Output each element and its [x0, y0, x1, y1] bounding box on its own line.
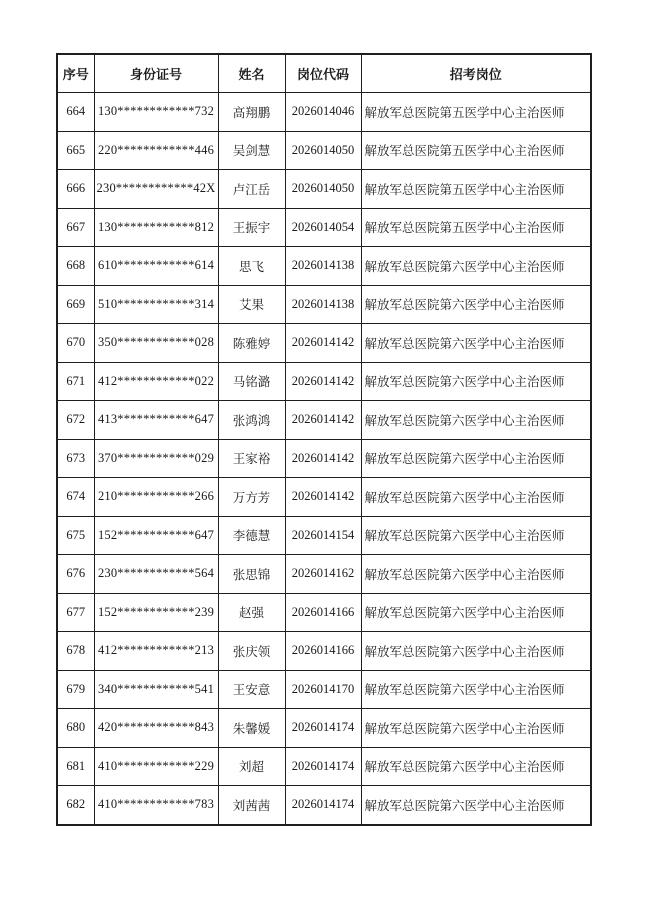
cell-id_number: 350************028	[94, 324, 218, 363]
cell-index: 676	[57, 555, 94, 594]
header-job-title: 招考岗位	[361, 54, 591, 93]
cell-id_number: 152************647	[94, 516, 218, 555]
cell-id_number: 220************446	[94, 131, 218, 170]
cell-job_code: 2026014050	[285, 170, 361, 209]
cell-job_title: 解放军总医院第六医学中心主治医师	[361, 593, 591, 632]
cell-job_title: 解放军总医院第五医学中心主治医师	[361, 170, 591, 209]
cell-job_code: 2026014054	[285, 208, 361, 247]
table-body	[57, 93, 591, 825]
cell-job_code: 2026014174	[285, 747, 361, 786]
cell-name: 刘超	[218, 747, 285, 786]
cell-name: 王安意	[218, 670, 285, 709]
cell-job_title: 解放军总医院第六医学中心主治医师	[361, 247, 591, 286]
cell-name: 思飞	[218, 247, 285, 286]
cell-id_number: 230************564	[94, 555, 218, 594]
cell-name: 李德慧	[218, 516, 285, 555]
cell-index: 667	[57, 208, 94, 247]
cell-id_number: 412************022	[94, 362, 218, 401]
table-row	[57, 555, 591, 594]
cell-name: 王振宇	[218, 208, 285, 247]
cell-job_code: 2026014142	[285, 324, 361, 363]
header-id-number: 身份证号	[94, 54, 218, 93]
cell-name: 张鸿鸿	[218, 401, 285, 440]
table-row	[57, 670, 591, 709]
cell-job_code: 2026014050	[285, 131, 361, 170]
cell-name: 陈雅婷	[218, 324, 285, 363]
table-header	[57, 54, 591, 93]
cell-id_number: 210************266	[94, 478, 218, 517]
cell-id_number: 152************239	[94, 593, 218, 632]
cell-index: 680	[57, 709, 94, 748]
cell-job_title: 解放军总医院第六医学中心主治医师	[361, 516, 591, 555]
cell-job_code: 2026014046	[285, 93, 361, 132]
cell-index: 673	[57, 439, 94, 478]
table-row	[57, 285, 591, 324]
cell-name: 张思锦	[218, 555, 285, 594]
cell-index: 665	[57, 131, 94, 170]
cell-id_number: 370************029	[94, 439, 218, 478]
cell-job_title: 解放军总医院第六医学中心主治医师	[361, 747, 591, 786]
cell-job_title: 解放军总医院第六医学中心主治医师	[361, 555, 591, 594]
cell-id_number: 412************213	[94, 632, 218, 671]
table-row	[57, 131, 591, 170]
cell-job_title: 解放军总医院第六医学中心主治医师	[361, 285, 591, 324]
cell-job_code: 2026014166	[285, 632, 361, 671]
cell-job_code: 2026014142	[285, 478, 361, 517]
cell-job_code: 2026014138	[285, 285, 361, 324]
table-row	[57, 709, 591, 748]
cell-index: 674	[57, 478, 94, 517]
cell-index: 670	[57, 324, 94, 363]
cell-job_title: 解放军总医院第五医学中心主治医师	[361, 208, 591, 247]
cell-index: 672	[57, 401, 94, 440]
cell-id_number: 130************812	[94, 208, 218, 247]
table-row	[57, 324, 591, 363]
cell-job_title: 解放军总医院第六医学中心主治医师	[361, 670, 591, 709]
cell-id_number: 610************614	[94, 247, 218, 286]
cell-id_number: 410************783	[94, 786, 218, 825]
cell-job_title: 解放军总医院第五医学中心主治医师	[361, 93, 591, 132]
cell-id_number: 230************42X	[94, 170, 218, 209]
cell-job_code: 2026014142	[285, 401, 361, 440]
cell-name: 高翔鹏	[218, 93, 285, 132]
cell-name: 朱馨媛	[218, 709, 285, 748]
cell-job_title: 解放军总医院第六医学中心主治医师	[361, 439, 591, 478]
table-row	[57, 401, 591, 440]
cell-name: 马铭潞	[218, 362, 285, 401]
table-row	[57, 170, 591, 209]
cell-id_number: 413************647	[94, 401, 218, 440]
cell-id_number: 420************843	[94, 709, 218, 748]
table-row	[57, 478, 591, 517]
cell-job_code: 2026014174	[285, 709, 361, 748]
cell-job_code: 2026014154	[285, 516, 361, 555]
cell-id_number: 410************229	[94, 747, 218, 786]
cell-job_title: 解放军总医院第六医学中心主治医师	[361, 401, 591, 440]
cell-job_code: 2026014138	[285, 247, 361, 286]
cell-name: 万方芳	[218, 478, 285, 517]
cell-index: 669	[57, 285, 94, 324]
cell-name: 王家裕	[218, 439, 285, 478]
cell-name: 卢江岳	[218, 170, 285, 209]
cell-index: 681	[57, 747, 94, 786]
cell-index: 682	[57, 786, 94, 825]
cell-job_code: 2026014166	[285, 593, 361, 632]
table-row	[57, 93, 591, 132]
cell-name: 张庆领	[218, 632, 285, 671]
cell-job_title: 解放军总医院第五医学中心主治医师	[361, 131, 591, 170]
table-row	[57, 516, 591, 555]
table-row	[57, 439, 591, 478]
header-name: 姓名	[218, 54, 285, 93]
cell-job_code: 2026014174	[285, 786, 361, 825]
cell-job_title: 解放军总医院第六医学中心主治医师	[361, 709, 591, 748]
table-header-row	[57, 54, 591, 93]
table-row	[57, 593, 591, 632]
cell-index: 664	[57, 93, 94, 132]
cell-job_title: 解放军总医院第六医学中心主治医师	[361, 324, 591, 363]
cell-job_code: 2026014142	[285, 439, 361, 478]
cell-job_title: 解放军总医院第六医学中心主治医师	[361, 362, 591, 401]
cell-name: 吴剑慧	[218, 131, 285, 170]
cell-job_title: 解放军总医院第六医学中心主治医师	[361, 632, 591, 671]
table-row	[57, 632, 591, 671]
cell-index: 677	[57, 593, 94, 632]
cell-id_number: 340************541	[94, 670, 218, 709]
cell-id_number: 510************314	[94, 285, 218, 324]
cell-id_number: 130************732	[94, 93, 218, 132]
cell-index: 671	[57, 362, 94, 401]
cell-index: 668	[57, 247, 94, 286]
table-row	[57, 362, 591, 401]
table-row	[57, 747, 591, 786]
cell-job_code: 2026014142	[285, 362, 361, 401]
header-index: 序号	[57, 54, 94, 93]
table-row	[57, 786, 591, 825]
table-row	[57, 208, 591, 247]
cell-job_code: 2026014162	[285, 555, 361, 594]
cell-index: 675	[57, 516, 94, 555]
header-job-code: 岗位代码	[285, 54, 361, 93]
cell-index: 678	[57, 632, 94, 671]
cell-job_title: 解放军总医院第六医学中心主治医师	[361, 786, 591, 825]
cell-index: 666	[57, 170, 94, 209]
table-row	[57, 247, 591, 286]
cell-job_title: 解放军总医院第六医学中心主治医师	[361, 478, 591, 517]
candidate-roster-table	[56, 53, 592, 826]
cell-job_code: 2026014170	[285, 670, 361, 709]
cell-name: 赵强	[218, 593, 285, 632]
cell-name: 艾果	[218, 285, 285, 324]
cell-name: 刘茜茜	[218, 786, 285, 825]
cell-index: 679	[57, 670, 94, 709]
